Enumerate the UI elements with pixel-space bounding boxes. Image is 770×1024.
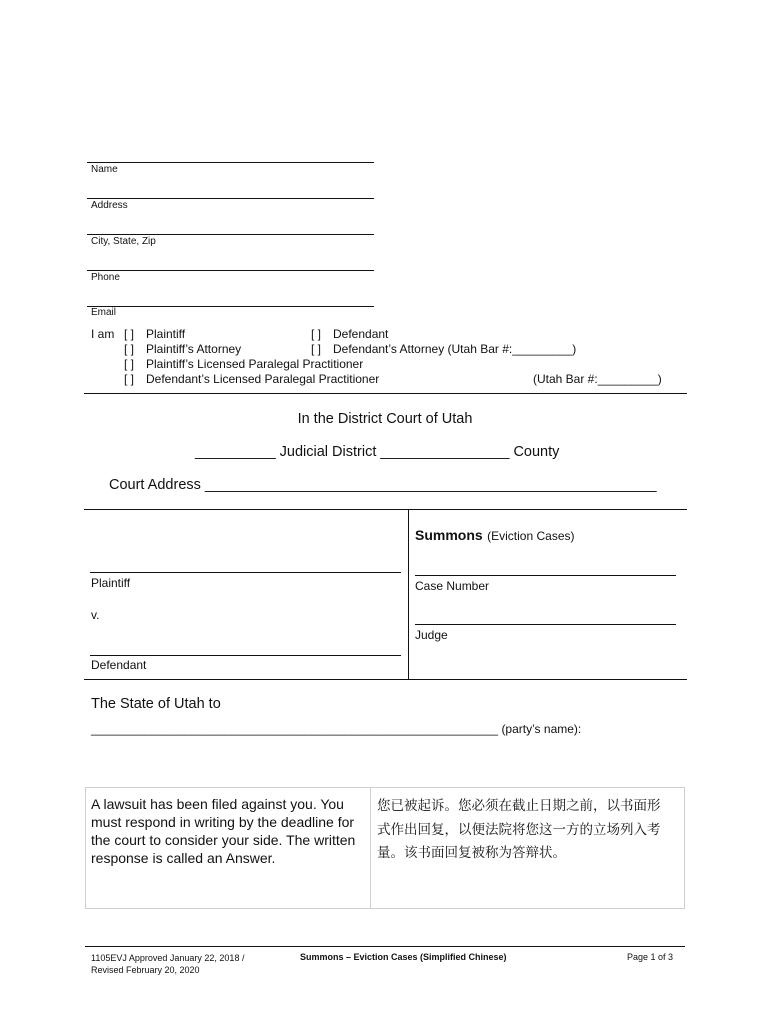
summons-subtitle: (Eviction Cases) [487, 529, 575, 543]
court-title: In the District Court of Utah [297, 411, 473, 427]
notice-english: A lawsuit has been filed against you. You must respond in writing by the deadline for the court to consider your side. The written response is called an Answer. [91, 796, 356, 866]
city-line[interactable] [87, 234, 374, 235]
caption-bottom-border [84, 679, 687, 680]
plaintiff-paralegal-checkbox[interactable]: [ ] [124, 357, 135, 371]
defendant-attorney-checkbox[interactable]: [ ] [311, 342, 322, 356]
plaintiff-attorney-label: Plaintiff’s Attorney [146, 342, 242, 356]
section-divider [84, 393, 687, 394]
address-label: Address [91, 200, 128, 211]
defendant-label: Defendant [91, 658, 147, 672]
summons-bold: Summons [415, 527, 483, 543]
footer-approved: 1105EVJ Approved January 22, 2018 / [91, 953, 245, 963]
summons-title [415, 527, 575, 545]
party-name-line[interactable]: _____________________________________________________________ (party’s name): [91, 722, 582, 736]
phone-line[interactable] [87, 270, 374, 271]
case-number-line[interactable] [415, 575, 676, 576]
notice-chinese-para-1: 您已被起诉。您必须在截止日期之前，以书面形 [377, 798, 661, 814]
judge-label: Judge [415, 628, 448, 642]
state-heading: The State of Utah to [91, 696, 221, 712]
judge-line[interactable] [415, 624, 676, 625]
district-county-line[interactable]: __________ Judicial District ________________ County [195, 444, 560, 460]
defendant-checkbox[interactable]: [ ] [311, 327, 322, 341]
footer-page: Page 1 of 3 [627, 952, 674, 962]
plaintiff-name-line[interactable] [90, 572, 401, 573]
defendant-attorney-label: Defendant’s Attorney (Utah Bar #:_________) [333, 342, 577, 356]
plaintiff-label: Plaintiff [91, 576, 131, 590]
name-line[interactable] [87, 162, 374, 163]
case-number-label: Case Number [415, 579, 490, 593]
name-label: Name [91, 164, 118, 175]
notice-divider [370, 788, 371, 908]
footer-form-id [91, 952, 244, 976]
caption-divider [408, 510, 409, 679]
email-line[interactable] [87, 306, 374, 307]
footer-revised: Revised February 20, 2020 [91, 965, 200, 975]
defendant-paralegal-label: Defendant’s Licensed Paralegal Practitioner [146, 372, 380, 386]
footer-rule [85, 946, 685, 947]
i-am-label: I am [91, 327, 115, 341]
caption-top-border [84, 509, 687, 510]
court-address-line[interactable]: Court Address ________________________________________________________ [109, 477, 657, 493]
plaintiff-checkbox[interactable]: [ ] [124, 327, 135, 341]
versus-label: v. [91, 608, 100, 622]
plaintiff-attorney-checkbox[interactable]: [ ] [124, 342, 135, 356]
notice-chinese-para-2: 式作出回复，以便法院将您这一方的立场列入考 [377, 821, 661, 838]
utah-bar-field[interactable]: (Utah Bar #:_________) [533, 372, 662, 386]
defendant-option-label: Defendant [333, 327, 389, 341]
footer-title: Summons – Eviction Cases (Simplified Chinese) [300, 952, 507, 962]
plaintiff-option-label: Plaintiff [146, 327, 186, 341]
address-line[interactable] [87, 198, 374, 199]
notice-chinese [377, 795, 679, 866]
plaintiff-paralegal-label: Plaintiff’s Licensed Paralegal Practitioner [146, 357, 364, 371]
city-label: City, State, Zip [91, 236, 156, 247]
notice-chinese-para-3: 量。该书面回复被称为答辩状。 [377, 845, 566, 861]
phone-label: Phone [91, 272, 120, 283]
defendant-name-line[interactable] [90, 655, 401, 656]
email-label: Email [91, 307, 117, 318]
defendant-paralegal-checkbox[interactable]: [ ] [124, 372, 135, 386]
